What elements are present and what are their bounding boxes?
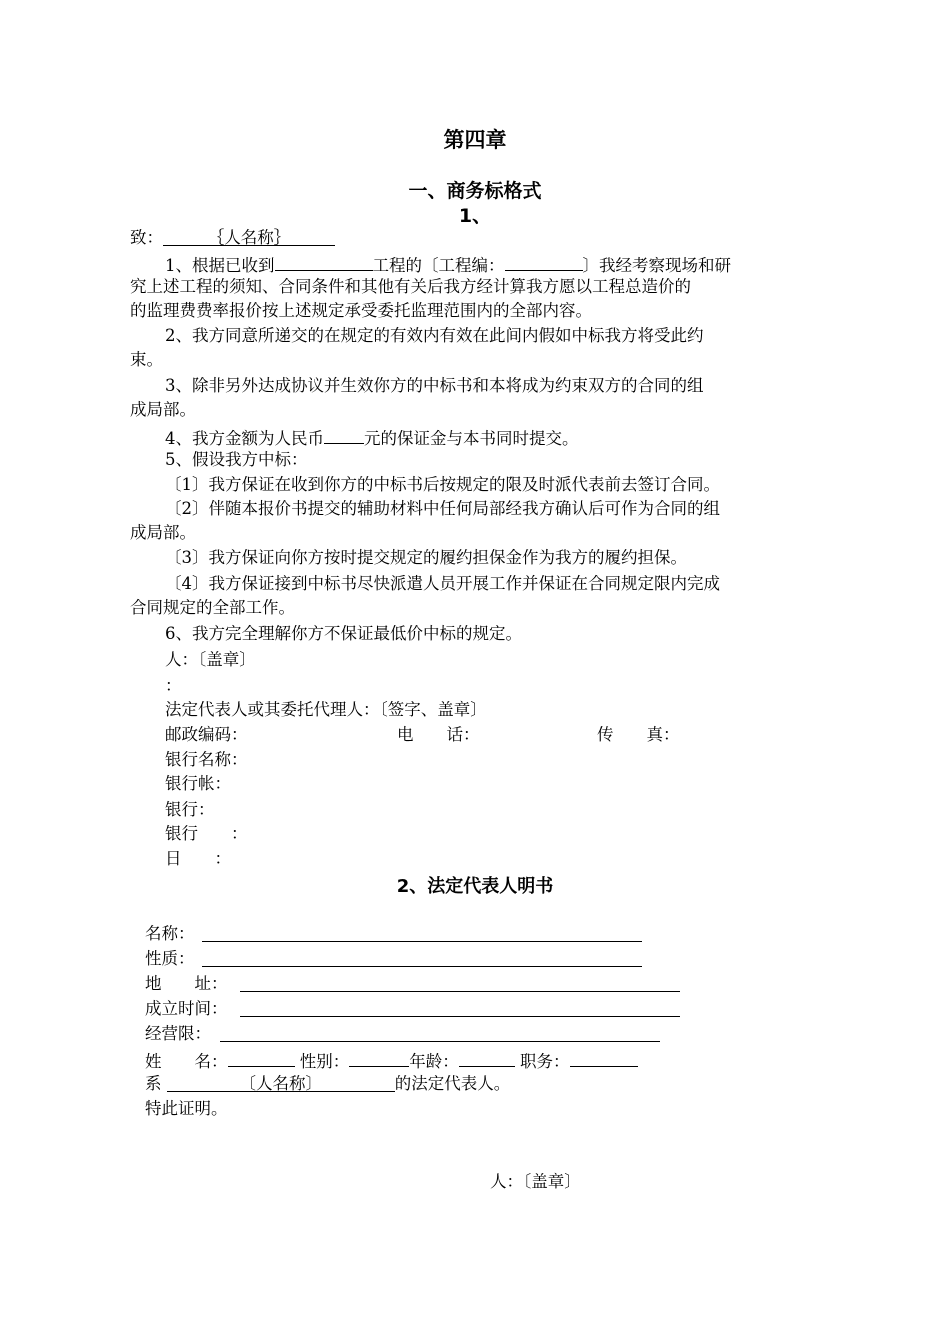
cert-nature-label: 性质：: [145, 949, 195, 968]
cert-business-label: 经营限：: [145, 1024, 211, 1043]
para-4: 4、我方金额为人民币 元的保证金与本书同时提交。: [165, 424, 579, 451]
para-5-2-line-2: 成局部。: [130, 523, 196, 542]
bank-name-label: 银行名称：: [165, 750, 248, 769]
section-title: 一、商务标格式: [408, 180, 542, 202]
cert-name-label: 名称：: [145, 924, 195, 943]
cert-stamp: 人：〔盖章〕: [490, 1172, 581, 1191]
para-3-line-2: 成局部。: [130, 400, 196, 419]
para-3-line-1: 3、除非另外达成协议并生效你方的中标书和本将成为约束双方的合同的组: [165, 376, 704, 395]
para-5-1: 〔1〕我方保证在收到你方的中标书后按规定的限及时派代表前去签订合同。: [165, 475, 720, 494]
signature-legal: 法定代表人或其委托代理人：〔签字、盖章〕: [165, 700, 487, 719]
relation-blank: 〔人名称〕: [167, 1072, 395, 1092]
to-line: [130, 226, 335, 250]
cert-nature-blank: [202, 947, 642, 967]
cert-founded-label: 成立时间：: [145, 999, 228, 1018]
sub-number: 1、: [458, 205, 492, 227]
para-5-4-line-1: 〔4〕我方保证接到中标书尽快派遣人员开展工作并保证在合同规定限内完成: [165, 574, 720, 593]
cert-business-blank: [220, 1022, 660, 1042]
para-5-2-line-1: 〔2〕伴随本报价书提交的辅助材料中任何局部经我方确认后可作为合同的组: [165, 499, 720, 518]
fax-label: 传 真：: [597, 725, 680, 744]
bank-label-2: 银行 ：: [165, 824, 248, 843]
postcode-label: 邮政编码：: [165, 725, 248, 744]
para-1-line-2: 究上述工程的须知、合同条件和其他有关后我方经计算我方愿以工程总造价的: [130, 277, 691, 296]
cert-name-blank: [202, 922, 642, 942]
to-blank: ｛人名称｝: [163, 226, 335, 246]
date-label: 日 ：: [165, 849, 231, 868]
to-prefix: 致：: [130, 228, 163, 247]
project-number-blank: [505, 251, 583, 271]
para-1-line-3: 的监理费费率报价按上述规定承受委托监理范围内的全部内容。: [130, 301, 592, 320]
para-5: 5、假设我方中标：: [165, 450, 308, 469]
para-2-line-2: 束。: [130, 350, 163, 369]
amount-blank: [324, 424, 364, 444]
para-6: 6、我方完全理解你方不保证最低价中标的规定。: [165, 624, 522, 643]
cert-founded-blank: [240, 997, 680, 1017]
bank-account-label: 银行帐：: [165, 774, 231, 793]
para-5-4-line-2: 合同规定的全部工作。: [130, 598, 295, 617]
bank-label: 银行：: [165, 800, 215, 819]
certify-text: 特此证明。: [145, 1099, 228, 1118]
cert-person-line: 姓 名： 性别： 年龄： 职务：: [145, 1047, 638, 1074]
para-2-line-1: 2、我方同意所递交的在规定的有效内有效在此间内假如中标我方将受此约: [165, 326, 704, 345]
signature-colon: ：: [165, 676, 182, 695]
project-blank: [275, 251, 373, 271]
cert-relation-line: 系 〔人名称〕 的法定代表人。: [145, 1074, 511, 1093]
para-5-3: 〔3〕我方保证向你方按时提交规定的履约担保金作为我方的履约担保。: [165, 548, 687, 567]
phone-label: 电 话：: [397, 725, 480, 744]
chapter-title: 第四章: [443, 128, 507, 152]
cert-address-label: 地 址：: [145, 974, 228, 993]
para-1-line-1: 1、根据已收到 工程的〔工程编： 〕我经考察现场和研: [165, 251, 731, 278]
position-blank: [570, 1047, 638, 1067]
person-name-blank: [228, 1047, 295, 1067]
section-2-title: 2、法定代表人明书: [396, 876, 554, 897]
signature-person: 人：〔盖章〕: [165, 650, 256, 669]
age-blank: [459, 1047, 515, 1067]
cert-address-blank: [240, 972, 680, 992]
gender-blank: [349, 1047, 409, 1067]
